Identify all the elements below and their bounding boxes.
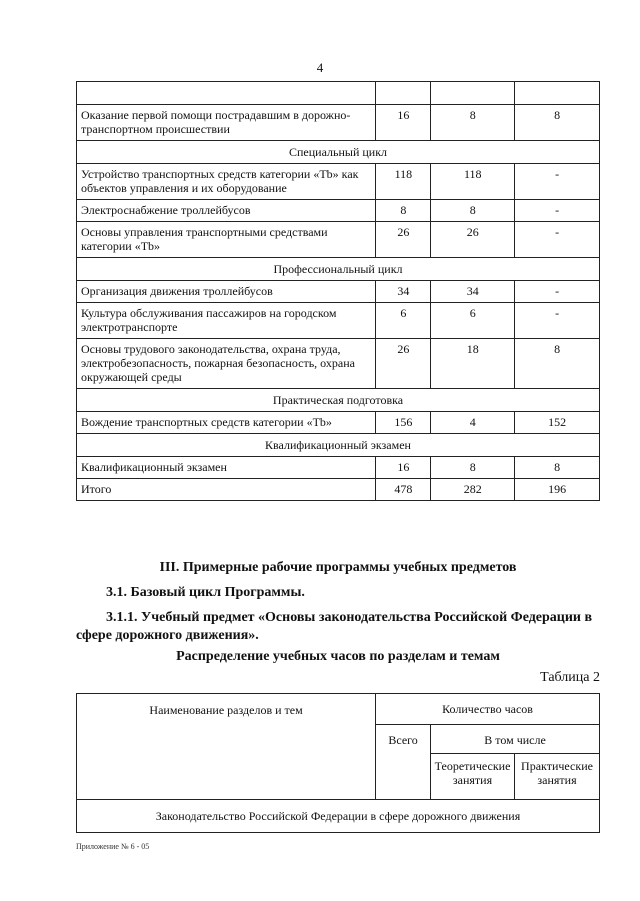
- section-row: [77, 258, 600, 281]
- total-hours-cell: 8: [376, 200, 431, 222]
- section-title: III. Примерные рабочие программы учебных предметов: [159, 560, 517, 575]
- total-hours-cell: 156: [376, 412, 431, 434]
- col-total-header: Всего: [376, 725, 431, 800]
- theory-hours-cell: 118: [431, 164, 515, 200]
- subject-name-cell: Организация движения троллейбусов: [77, 281, 376, 303]
- practice-hours-cell: 8: [515, 457, 600, 479]
- practice-hours-cell: -: [515, 200, 600, 222]
- subject-name-cell: Основы трудового законодательства, охрана труда, электробезопасность, пожарная безопасность, охрана окружающей среды: [77, 339, 376, 389]
- table-row: [77, 412, 600, 434]
- table-row: [77, 303, 600, 339]
- section-title: Специальный цикл: [77, 141, 600, 164]
- practice-hours-cell: 8: [515, 105, 600, 141]
- subsection-title: 3.1. Базовый цикл Программы.: [106, 585, 305, 600]
- total-hours-cell: 118: [376, 164, 431, 200]
- table-row: [77, 164, 600, 200]
- practice-hours-cell: 196: [515, 479, 600, 501]
- table-row: [77, 222, 600, 258]
- theory-hours-cell: 8: [431, 105, 515, 141]
- subject-title: 3.1.1. Учебный предмет «Основы законодательства Российской Федерации в сфере дорожного движения».: [76, 610, 593, 643]
- hours-table: [76, 81, 600, 501]
- section-row: [77, 141, 600, 164]
- table-row: [77, 200, 600, 222]
- subject-name-cell: Вождение транспортных средств категории «Tb»: [77, 412, 376, 434]
- total-hours-cell: 478: [376, 479, 431, 501]
- total-hours-cell: 26: [376, 222, 431, 258]
- table-row: [77, 479, 600, 501]
- theory-hours-cell: 26: [431, 222, 515, 258]
- topics-table: [76, 693, 600, 833]
- theory-hours-cell: 6: [431, 303, 515, 339]
- col-theory-header: Теоретические занятия: [431, 754, 515, 800]
- section-title: Квалификационный экзамен: [77, 434, 600, 457]
- section-title: Практическая подготовка: [77, 389, 600, 412]
- theory-hours-cell: 4: [431, 412, 515, 434]
- subject-name-cell: Устройство транспортных средств категории «Tb» как объектов управления и их оборудование: [77, 164, 376, 200]
- col-practice-header: Практические занятия: [515, 754, 600, 800]
- total-hours-cell: 6: [376, 303, 431, 339]
- subject-name-cell: Оказание первой помощи пострадавшим в дорожно-транспортном происшествии: [77, 105, 376, 141]
- col-including-header: В том числе: [431, 725, 600, 754]
- practice-hours-cell: -: [515, 222, 600, 258]
- hours-table-body: [77, 82, 600, 501]
- table-continuation-row: [77, 82, 600, 105]
- col-name-header: Наименование разделов и тем: [77, 694, 376, 800]
- subject-name-cell: Культура обслуживания пассажиров на городском электротранспорте: [77, 303, 376, 339]
- table-row: [77, 281, 600, 303]
- theory-hours-cell: 8: [431, 457, 515, 479]
- subject-name-cell: Основы управления транспортными средствами категории «Tb»: [77, 222, 376, 258]
- table-row: [77, 457, 600, 479]
- subject-name-cell: Квалификационный экзамен: [77, 457, 376, 479]
- total-hours-cell: 34: [376, 281, 431, 303]
- practice-hours-cell: -: [515, 281, 600, 303]
- page-footer: Приложение № 6 - 05: [76, 842, 150, 851]
- distribution-title: Распределение учебных часов по разделам и темам: [176, 649, 500, 664]
- table-row: [77, 339, 600, 389]
- practice-hours-cell: -: [515, 164, 600, 200]
- total-hours-cell: 16: [376, 105, 431, 141]
- topics-header-row-1: [77, 694, 600, 725]
- subject-name-cell: Итого: [77, 479, 376, 501]
- theory-hours-cell: 18: [431, 339, 515, 389]
- table-row: [77, 105, 600, 141]
- subject-name-cell: Электроснабжение троллейбусов: [77, 200, 376, 222]
- section-row: [77, 434, 600, 457]
- table-label: Таблица 2: [540, 670, 600, 685]
- total-hours-cell: 16: [376, 457, 431, 479]
- practice-hours-cell: 152: [515, 412, 600, 434]
- theory-hours-cell: 282: [431, 479, 515, 501]
- topics-section-row: [77, 800, 600, 833]
- section-title: Профессиональный цикл: [77, 258, 600, 281]
- theory-hours-cell: 8: [431, 200, 515, 222]
- section-row: [77, 389, 600, 412]
- page-number: 4: [316, 60, 324, 75]
- total-hours-cell: 26: [376, 339, 431, 389]
- practice-hours-cell: 8: [515, 339, 600, 389]
- theory-hours-cell: 34: [431, 281, 515, 303]
- topics-section-title: Законодательство Российской Федерации в сфере дорожного движения: [77, 800, 600, 833]
- practice-hours-cell: -: [515, 303, 600, 339]
- col-hours-header: Количество часов: [376, 694, 600, 725]
